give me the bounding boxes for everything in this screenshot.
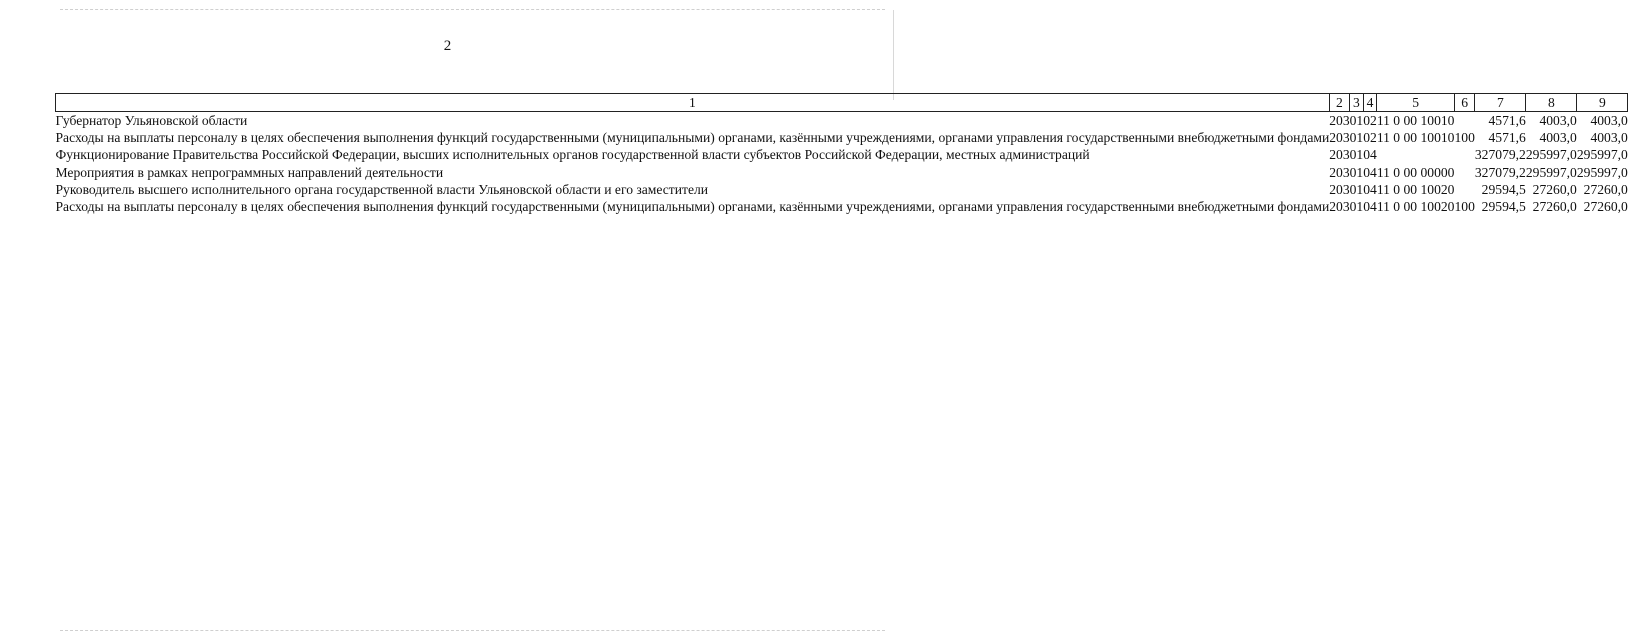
row-expense-type	[1454, 112, 1474, 130]
row-amount-col9: 295997,0	[1576, 147, 1628, 163]
row-name: Функционирование Правительства Российской Федерации, высших исполнительных органов государственной власти субъектов Российской Федерации, местных администраций	[55, 147, 1090, 163]
row-expense-type: 100	[1454, 130, 1475, 146]
budget-table	[55, 93, 1628, 215]
row-section-code: 01	[1349, 181, 1364, 197]
row-amount-col8: 4003,0	[1539, 130, 1577, 146]
header-col-1: 1	[56, 94, 1330, 112]
row-amount-col8: 27260,0	[1532, 199, 1577, 215]
table-row	[56, 164, 1628, 181]
row-name: Мероприятия в рамках непрограммных направлений деятельности	[55, 164, 444, 180]
row-section-code: 01	[1349, 147, 1364, 163]
row-amount-col9: 27260,0	[1583, 199, 1628, 215]
header-col-8: 8	[1526, 94, 1577, 112]
row-amount-col7: 29594,5	[1481, 199, 1526, 215]
row-ministry-code: 203	[1329, 130, 1350, 146]
page-number: 2	[443, 38, 452, 54]
table-row	[56, 181, 1628, 198]
row-section-code: 01	[1349, 130, 1364, 146]
row-amount-col8: 4003,0	[1539, 113, 1577, 128]
row-amount-col8: 295997,0	[1525, 164, 1577, 180]
table-row	[56, 112, 1628, 130]
scan-edge-top	[60, 9, 885, 11]
scan-edge-right	[893, 10, 894, 100]
row-target-code: 11 0 00 10010	[1376, 130, 1455, 146]
row-expense-type	[1454, 146, 1474, 163]
row-subsection-code: 02	[1363, 130, 1377, 146]
row-target-code: 11 0 00 10010	[1376, 113, 1455, 128]
row-amount-col9: 295997,0	[1576, 164, 1628, 180]
header-col-2: 2	[1329, 94, 1349, 112]
row-amount-col9: 27260,0	[1583, 181, 1628, 197]
table-row	[56, 146, 1628, 163]
row-amount-col7: 327079,2	[1474, 164, 1526, 180]
row-subsection-code: 02	[1363, 113, 1377, 128]
row-ministry-code: 203	[1329, 164, 1350, 180]
row-ministry-code: 203	[1329, 199, 1350, 215]
row-subsection-code: 04	[1363, 147, 1377, 163]
table-row	[56, 198, 1628, 215]
table-header	[56, 94, 1628, 112]
row-section-code: 01	[1349, 199, 1364, 215]
row-amount-col7: 29594,5	[1481, 181, 1526, 197]
row-subsection-code: 04	[1363, 199, 1377, 215]
row-target-code	[1377, 146, 1455, 163]
row-amount-col8: 295997,0	[1525, 147, 1577, 163]
header-col-7: 7	[1475, 94, 1526, 112]
row-expense-type	[1454, 164, 1474, 181]
row-amount-col7: 4571,6	[1488, 130, 1526, 146]
row-expense-type: 100	[1454, 199, 1475, 215]
header-col-4: 4	[1363, 94, 1377, 112]
header-col-5: 5	[1377, 94, 1455, 112]
table-row	[56, 129, 1628, 146]
row-target-code: 11 0 00 10020	[1376, 199, 1455, 215]
header-col-9: 9	[1577, 94, 1628, 112]
header-row	[56, 94, 1628, 112]
header-col-6: 6	[1454, 94, 1474, 112]
row-amount-col7: 4571,6	[1488, 113, 1526, 128]
row-name: Расходы на выплаты персоналу в целях обеспечения выполнения функций государственными (муниципальными) органами, казёнными учреждениями, органами управления государственными внебюджетными фондами	[55, 199, 1330, 215]
row-section-code: 01	[1349, 164, 1364, 180]
row-name: Руководитель высшего исполнительного органа государственной власти Ульяновской области и его заместители	[55, 181, 709, 197]
row-ministry-code: 203	[1329, 147, 1350, 163]
row-amount-col8: 27260,0	[1532, 181, 1577, 197]
scan-edge-bottom	[60, 630, 885, 632]
row-name: Расходы на выплаты персоналу в целях обеспечения выполнения функций государственными (муниципальными) органами, казёнными учреждениями, органами управления государственными внебюджетными фондами	[55, 130, 1330, 146]
row-section-code: 01	[1349, 113, 1364, 128]
row-target-code: 11 0 00 10020	[1376, 181, 1455, 197]
row-ministry-code: 203	[1329, 181, 1350, 197]
header-col-3: 3	[1350, 94, 1364, 112]
row-amount-col7: 327079,2	[1474, 147, 1526, 163]
row-name: Губернатор Ульяновской области	[55, 113, 248, 128]
row-ministry-code: 203	[1329, 113, 1350, 128]
row-amount-col9: 4003,0	[1590, 130, 1628, 146]
row-subsection-code: 04	[1363, 181, 1377, 197]
row-amount-col9: 4003,0	[1590, 113, 1628, 128]
row-expense-type	[1454, 181, 1474, 198]
table-body	[56, 112, 1628, 216]
row-subsection-code: 04	[1363, 164, 1377, 180]
row-target-code: 11 0 00 00000	[1376, 164, 1455, 180]
